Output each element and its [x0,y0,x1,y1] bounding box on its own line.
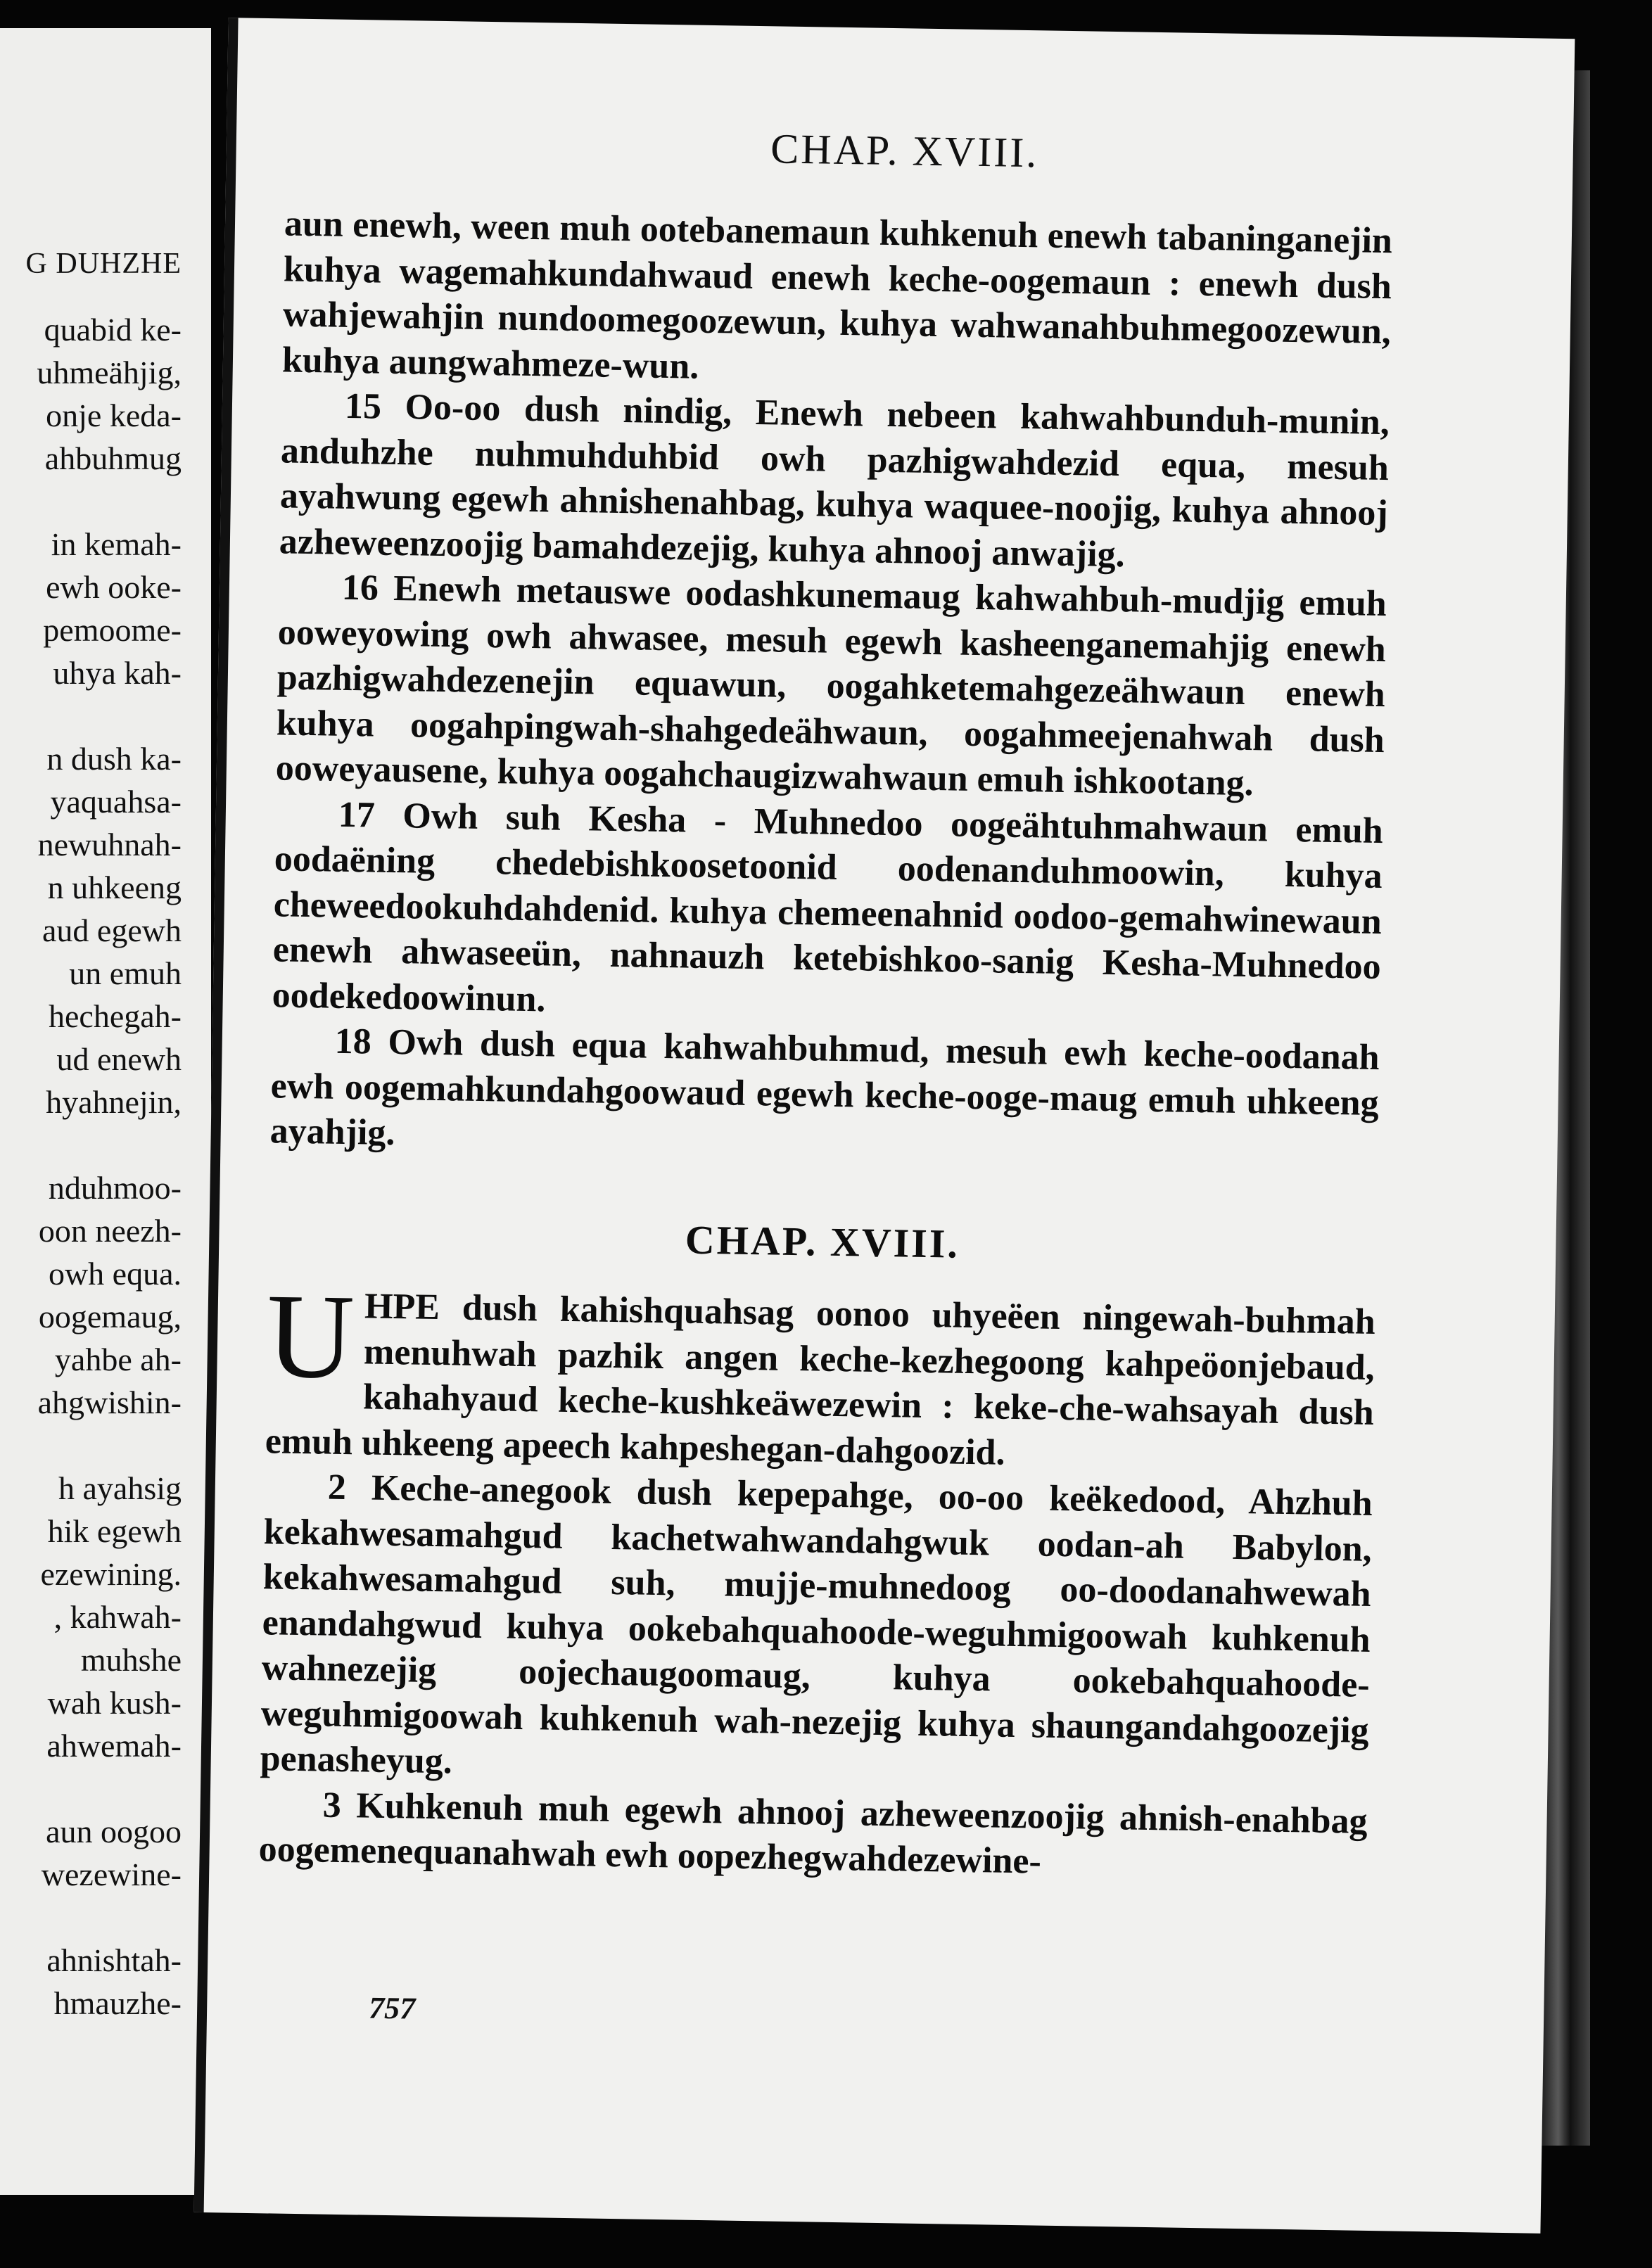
left-page-line: aun oogoo [46,1814,182,1849]
left-page [0,28,211,2195]
left-page-line: owh equa. [48,1256,182,1292]
running-head: CHAP. XVIII. [770,125,1039,177]
left-page-line: ud enewh [56,1041,182,1077]
left-page-header: G DUHZHE [25,248,182,280]
left-page-text [0,243,211,2025]
left-page-line: ahbuhmug [44,440,182,476]
verse-2: 2 Keche-anegook dush kepepahge, oo-oo keëkedood, Ahzhuh kekahwesamahgud kachetwahwandahgwuk oodan-ah Babylon, kekahwesamahgud suh, mujje-muhnedoog oo-doodanahwewah enandahgwud kuhya ookebahquahoode-weguhmigoowah kuhkenuh wahnezejig oojechaugoomaug, kuhya ookebahquahoode-weguhmigoowah kuhkenuh wah-nezejig kuhya shaungandahgoozejig penasheyug. [260,1467,1373,1782]
drop-cap: U [265,1269,355,1405]
left-page-line [0,694,211,737]
left-page-line: un emuh [69,955,182,991]
verse-1 [265,1269,1376,1482]
verse-3: 3 Kuhkenuh muh egewh ahnooj azheweenzoojig ahnish-enahbag oogemenequanahwah ewh oopezhegwahdezewine- [258,1785,1368,1882]
left-page-line: hmauzhe- [53,1985,182,2021]
verse-17: 17 Owh suh Kesha - Muhnedoo oogeähtuhmahwaun emuh oodaëning chedebishkoosetoonid oodenanduhmoowin, kuhya cheweedookuhdahdenid. kuhya chemeenahnid oodoo-gemahwinewaun enewh ahwaseeün, nahnauzh ketebishkoo-sanig Kesha-Muhnedoo oodekedoowinun. [272,794,1384,1019]
left-page-line: yahbe ah- [54,1342,182,1377]
left-page-line: hechegah- [49,998,182,1034]
left-page-line [0,1424,211,1467]
left-page-line: onje keda- [46,397,182,433]
left-page-line [0,480,211,523]
left-page-line: hik egewh [47,1513,182,1549]
page-number: 757 [368,1990,416,2026]
left-page-line: ahwemah- [46,1728,182,1764]
left-page-line: n uhkeeng [47,869,182,905]
left-page-line: , kahwah- [53,1599,182,1635]
left-page-line: yaquahsa- [50,784,182,820]
left-page-line: wah kush- [47,1685,182,1721]
right-page [194,18,1575,2234]
left-page-line: newuhnah- [37,827,182,862]
page-body [258,201,1392,1890]
left-page-line [0,1896,211,1939]
left-page-line: wezewine- [41,1856,182,1892]
left-page-line: ahnishtah- [46,1942,182,1978]
left-page-line: n dush ka- [46,741,182,777]
continuation-paragraph: aun enewh, ween muh ootebanemaun kuhkenuh enewh tabaninganejin kuhya wagemahkundahwaud enewh keche-oogemaun : enewh dush wahjewahjin nundoomegoozewun, kuhya wahwanahbuhmegoozewun, kuhya aungwahmeze-wun. [281,203,1393,387]
verse-15: 15 Oo-oo dush nindig, Enewh nebeen kahwahbunduh-munin, anduhzhe nuhmuhduhbid owh pazhigwahdezid equa, mesuh ayahwung egewh ahnishenahbag, kuhya waquee-noojig, kuhya ahnooj azheweenzoojig bamahdezejig, kuhya ahnooj anwajig. [279,386,1390,575]
chapter-title: CHAP. XVIII. [685,1216,960,1267]
left-page-line: oogemaug, [38,1299,182,1334]
left-page-line: in kemah- [51,526,182,562]
left-page-line: hyahnejin, [46,1084,182,1120]
left-page-line: nduhmoo- [48,1170,182,1206]
left-page-line: oon neezh- [38,1213,182,1249]
left-page-line: ezewining. [40,1556,182,1592]
left-page-line [0,1123,211,1166]
left-page-line: uhmeähjig, [37,355,182,390]
left-page-line: pemoome- [43,612,182,648]
left-page-line: ahgwishin- [37,1384,182,1420]
left-page-line: muhshe [80,1642,182,1678]
left-page-line [0,1767,211,1810]
left-page-line: aud egewh [42,912,182,948]
left-page-line: uhya kah- [53,655,182,691]
verse-1-text: HPE dush kahishquahsag oonoo uhyeëen ningewah-buhmah menuhwah pazhik angen keche-kezhegoong kahpeöonjebaud, kahahyaud keche-kushkeäwezewin : keke-che-wahsayah dush emuh uhkeeng apeech kahpeshegan-dahgoozid. [265,1286,1376,1473]
left-page-line: quabid ke- [44,312,182,348]
left-page-line: h ayahsig [58,1470,182,1506]
left-page-line: ewh ooke- [46,569,182,605]
verse-16: 16 Enewh metauswe oodashkunemaug kahwahbuh-mudjig emuh ooweyowing owh ahwasee, mesuh egewh kasheenganemahjig enewh pazhigwahdezenejin equawun, oogahketemahgezeähwaun enewh kuhya oogahpingwah-shahgedeähwaun, oogahmeejenahwah dush ooweyausene, kuhya oogahchaugizwahwaun emuh ishkootang. [275,567,1387,804]
verse-18: 18 Owh dush equa kahwahbuhmud, mesuh ewh keche-oodanah ewh oogemahkundahgoowaud egewh keche-ooge-maug emuh uhkeeng ayahjig. [269,1021,1380,1154]
